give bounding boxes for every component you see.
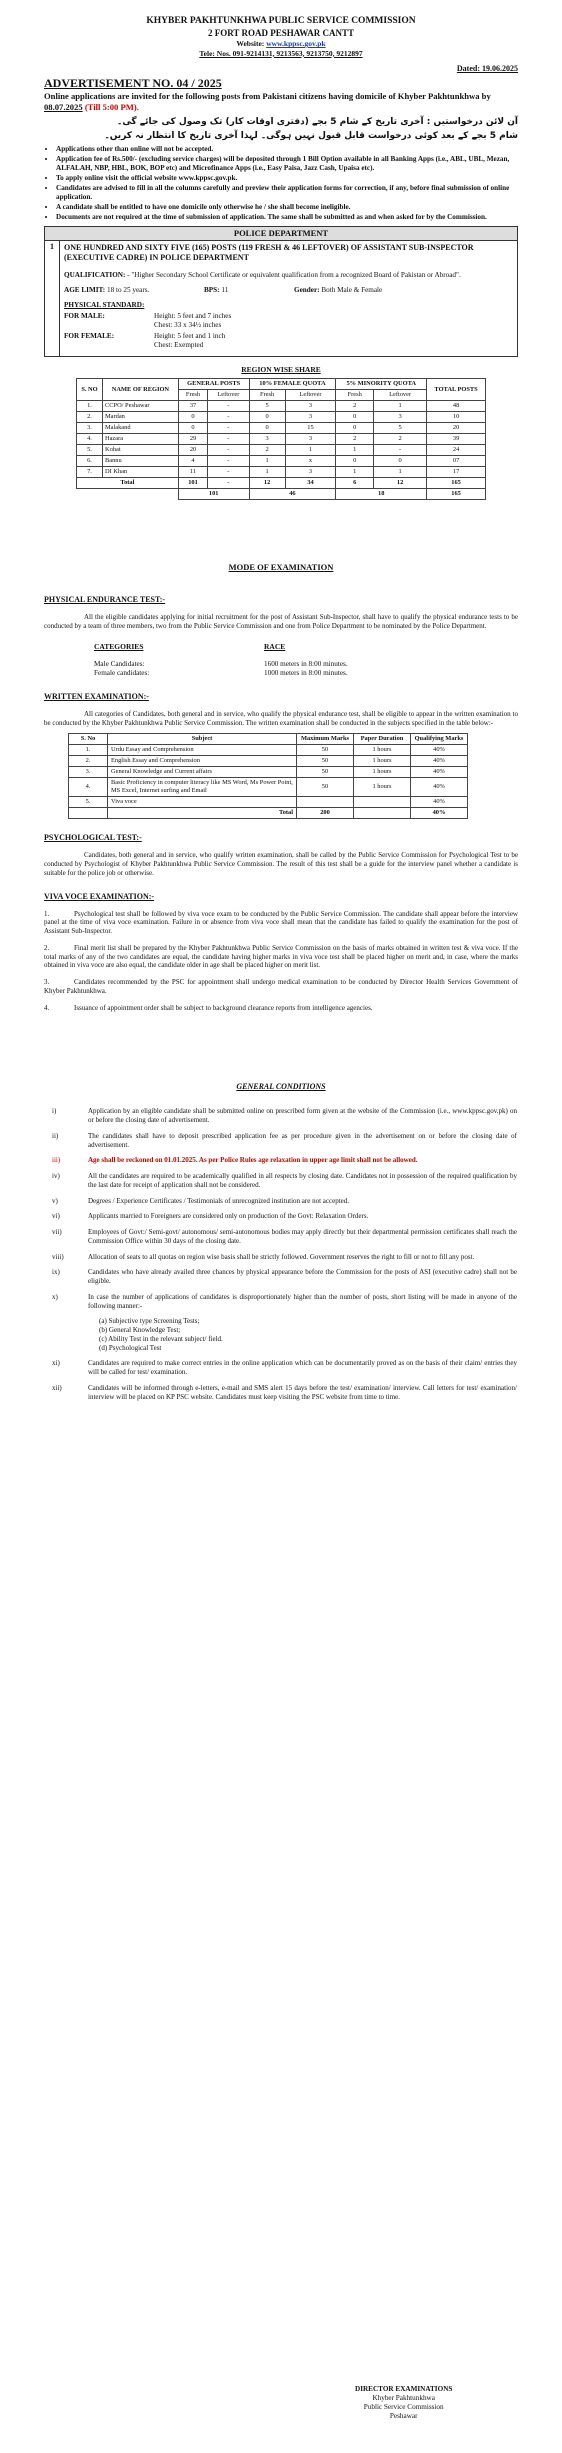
sub-header: Leftover: [285, 390, 336, 401]
condition-row: [44, 1211, 518, 1227]
table-cell: 0: [336, 423, 374, 434]
region-share-title: REGION WISE SHARE: [241, 364, 321, 374]
sub-item: (d) Psychological Test: [99, 1343, 162, 1352]
condition-number: x): [52, 1292, 58, 1301]
table-row: [77, 412, 486, 423]
department-header: POLICE DEPARTMENT: [45, 227, 518, 241]
col-header: S. NO: [77, 379, 103, 401]
viva-item-text: Candidates recommended by the PSC for appointment shall undergo medical examination to be conducted by Director Health Services Government of Khyber Pakhtunkhwa.: [44, 978, 518, 995]
table-cell: 0: [249, 423, 285, 434]
table-cell: 39: [427, 434, 486, 445]
table-cell: 4: [178, 456, 207, 467]
viva-item-number: 3.: [44, 978, 50, 987]
table-cell: 0: [336, 456, 374, 467]
table-cell: 1: [249, 467, 285, 478]
grand-cell: 18: [336, 489, 427, 500]
footer-line: Khyber Pakhtunkhwa: [372, 2394, 435, 2402]
table-cell: 1: [285, 445, 336, 456]
written-exam-title: WRITTEN EXAMINATION:-: [44, 691, 149, 701]
sub-header: Leftover: [374, 390, 427, 401]
table-cell: 3: [249, 434, 285, 445]
condition-text: Candidates who have already availed three chances by physical appearance before the Commission for the posts of ASI (executive cadre) shall not be eligible.: [88, 1268, 517, 1286]
condition-text: Application by an eligible candidate shall be submitted online on prescribed form given at the website of the Commission (i.e., www.kppsc.gov.pk) on or before the closing date of advertisement.: [88, 1107, 517, 1125]
table-cell: General Knowledge and Current affairs: [108, 767, 297, 778]
qualification: QUALIFICATION: - "Higher Secondary School Certificate or equivalent qualification from a recognized Board of Pakistan or Abroad".: [64, 270, 461, 279]
table-cell: 1: [374, 467, 427, 478]
table-cell: 2: [374, 434, 427, 445]
website-link[interactable]: www.kppsc.gov.pk: [266, 39, 326, 49]
condition-number: iv): [52, 1172, 60, 1181]
table-cell: 50: [297, 778, 354, 797]
col-header: Qualifying Marks: [411, 734, 468, 745]
org-address: 2 FORT ROAD PESHAWAR CANTT: [207, 27, 355, 38]
table-cell: 3: [374, 412, 427, 423]
intro-lead: Online applications are invited for the following posts from Pakistani citizens having domicile of Khyber Pakhtunkhwa by: [44, 90, 491, 101]
instruction-item: • A candidate shall be entitled to have one domicile only otherwise he / she shall become ineligible.: [56, 203, 518, 212]
table-cell: x: [285, 456, 336, 467]
viva-item: [44, 978, 518, 996]
table-cell: 40%: [411, 756, 468, 767]
table-cell: 1: [249, 456, 285, 467]
post-details: [60, 240, 518, 356]
col-header: Paper Duration: [354, 734, 411, 745]
written-exam-table: [68, 733, 468, 819]
table-row: [77, 401, 486, 412]
table-row: [69, 756, 468, 767]
condition-text: Candidates are required to make correct entries in the online application which can be documentarily proved as on the basis of their claim/ entries they will be called for test/ examination.: [88, 1359, 517, 1377]
table-row: [69, 745, 468, 756]
race-table: [94, 642, 518, 677]
race-header: RACE: [264, 642, 286, 652]
table-cell: 0: [178, 423, 207, 434]
table-cell: 2: [336, 401, 374, 412]
table-cell: -: [208, 456, 249, 467]
table-cell: 1 hours: [354, 756, 411, 767]
website-label: Website:: [236, 39, 265, 49]
sub-item: (a) Subjective type Screening Tests;: [99, 1317, 200, 1326]
table-cell: 1 hours: [354, 778, 411, 797]
table-cell: 1: [374, 401, 427, 412]
condition-number: iii): [52, 1156, 61, 1165]
condition-row: [44, 1267, 518, 1292]
table-cell: 50: [297, 767, 354, 778]
grand-cell: 46: [249, 489, 336, 500]
table-cell: 3: [285, 401, 336, 412]
table-cell: -: [374, 445, 427, 456]
table-cell: 10: [427, 412, 486, 423]
table-cell: 1 hours: [354, 767, 411, 778]
table-cell: 17: [427, 467, 486, 478]
instruction-item: • Applications other than online will not be accepted.: [56, 145, 518, 154]
condition-row: [44, 1383, 518, 1408]
sub-item: (b) General Knowledge Test;: [99, 1326, 181, 1335]
table-cell: 11: [178, 467, 207, 478]
condition-row: [44, 1227, 518, 1252]
condition-number: xi): [52, 1359, 60, 1368]
instruction-item: • Documents are not required at the time of submission of application. The same shall be submitted as and when asked for by the Commission.: [56, 213, 518, 222]
viva-title: VIVA VOCE EXAMINATION:-: [44, 891, 155, 901]
condition-row: [44, 1131, 518, 1156]
table-cell: 40%: [411, 797, 468, 808]
table-cell: English Essay and Comprehension: [108, 756, 297, 767]
condition-text: Age shall be reckoned on 01.01.2025. As per Police Rules age relaxation in upper age limit shall not be allowed.: [88, 1156, 418, 1165]
table-row: [69, 767, 468, 778]
condition-text: Employees of Govt:/ Semi-govt/ autonomous/ semi-autonomous bodies may apply directly but their departmental permission certificates shall reach the Commission Office within 30 days of the closing date.: [88, 1228, 517, 1245]
condition-row: [44, 1358, 518, 1383]
col-header: Maximum Marks: [297, 734, 354, 745]
urdu-note-1: آن لائن درخواستیں : آخری تاریخ کے شام 5 بجے (دفتری اوقات کار) تک وصول کی جائے گی۔: [117, 117, 518, 128]
table-cell: 07: [427, 456, 486, 467]
condition-text: Applicants married to Foreigners are considered only on production of the Govt: Relaxation Orders.: [88, 1212, 369, 1221]
post-title: ONE HUNDRED AND SIXTY FIVE (165) POSTS (119 FRESH & 46 LEFTOVER) OF ASSISTANT SUB-INSPECTOR (EXECUTIVE CADRE) IN POLICE DEPARTMENT: [64, 242, 474, 262]
condition-number: vii): [52, 1228, 62, 1237]
condition-number: v): [52, 1196, 58, 1205]
male-race: 1600 meters in 8:00 minutes.: [264, 659, 348, 668]
instruction-item: • Application fee of Rs.500/- (excluding service charges) will be deposited through 1 Bill Option available in all Banking Apps (i.e., ABL, UBL, Mezan, ALFALAH, NBP, HBL, BOK, BOP etc) and Microfinance Apps (i.e., Easy Paisa, Jazz Cash, Upaisa etc).: [56, 155, 518, 173]
viva-list: [44, 910, 518, 1013]
table-cell: 40%: [411, 778, 468, 797]
table-cell: 48: [427, 401, 486, 412]
sub-header: Fresh: [336, 390, 374, 401]
total-label: Total: [77, 478, 179, 489]
closing-time: (Till 5:00 PM).: [82, 101, 139, 112]
table-cell: -: [208, 401, 249, 412]
table-cell: 50: [297, 756, 354, 767]
table-cell: 1: [336, 445, 374, 456]
sub-header: Fresh: [178, 390, 207, 401]
total-cell: 165: [427, 478, 486, 489]
table-cell: 5.: [69, 797, 108, 808]
table-cell: Urdu Essay and Comprehension: [108, 745, 297, 756]
table-cell: 0: [249, 412, 285, 423]
female-race: 1000 meters in 8:00 minutes.: [264, 668, 348, 677]
condition-text: In case the number of applications of candidates is disproportionately higher than the number of posts, short listing will be made in anyone of the following manner:-: [88, 1292, 517, 1310]
grand-cell: 165: [427, 489, 486, 500]
viva-item-text: Psychological test shall be followed by viva voce exam to be conducted by the Public Service Commission. The candidate shall appear before the interview panel at the time of viva voce examination. Failure in or absence from viva voce shall mean that the candidate has failed to qualify the examination for the post of Assistant Sub-Inspector.: [44, 909, 518, 936]
total-cell: 6: [336, 478, 374, 489]
director-title: DIRECTOR EXAMINATIONS: [355, 2385, 453, 2393]
female-candidates: Female candidates:: [94, 668, 150, 677]
condition-number: xii): [52, 1383, 62, 1392]
table-cell: 24: [427, 445, 486, 456]
table-row: [77, 423, 486, 434]
table-cell: 3: [285, 412, 336, 423]
telephone-numbers: Tele: Nos. 091-9214131, 9213563, 9213750, 9212897: [199, 48, 363, 58]
condition-number: i): [52, 1107, 57, 1116]
total-label: Total: [108, 808, 297, 819]
condition-number: vi): [52, 1212, 60, 1221]
urdu-note-2: شام 5 بجے کے بعد کوئی درخواست قابل قبول نہیں ہوگی۔ لہذا آخری تاریخ کا انتظار نہ کریں۔: [104, 130, 518, 141]
female-standard: FOR FEMALE: Height: 5 feet and 1 inch Chest: Exempted: [64, 331, 226, 349]
signature-block: [355, 2385, 452, 2421]
table-row: [69, 778, 468, 797]
instruction-item: • Candidates are advised to fill in all the columns carefully and preview their application forms for correction, if any, before final submission of online application.: [56, 184, 518, 202]
table-row: [77, 434, 486, 445]
male-standard: FOR MALE: Height: 5 feet and 7 inches Chest: 33 x 34½ inches: [64, 311, 232, 329]
total-cell: 101: [178, 478, 207, 489]
condition-number: viii): [52, 1252, 64, 1261]
table-cell: -: [208, 467, 249, 478]
table-cell: DI Khan: [102, 467, 178, 478]
footer-line: Public Service Commission: [363, 2403, 444, 2411]
advertisement-title: ADVERTISEMENT NO. 04 / 2025: [44, 75, 222, 90]
table-cell: Mardan: [102, 412, 178, 423]
viva-item-number: 4.: [44, 1003, 50, 1012]
condition-row: [44, 1252, 518, 1268]
table-cell: 40%: [411, 745, 468, 756]
col-header: Subject: [108, 734, 297, 745]
table-cell: CCPO/ Peshawar: [102, 401, 178, 412]
total-cell: 34: [285, 478, 336, 489]
condition-number: ix): [52, 1268, 60, 1277]
table-cell: 20: [178, 445, 207, 456]
viva-item: [44, 1004, 518, 1013]
sub-header: Leftover: [208, 390, 249, 401]
total-cell: 12: [374, 478, 427, 489]
condition-text: Degrees / Experience Certificates / Testimonials of unrecognized institution are not accepted.: [88, 1196, 350, 1205]
table-cell: 29: [178, 434, 207, 445]
condition-text: Candidates will be informed through e-letters, e-mail and SMS alert 15 days before the test/ examination/ interview. Call letters for test/ examination/ interview will be placed on KP PSC website. Candidates must keep visiting the PSC website from time to time.: [88, 1383, 517, 1401]
website-line: [44, 39, 518, 48]
condition-number: ii): [52, 1131, 59, 1140]
footer-line: Peshawar: [389, 2412, 418, 2420]
table-cell: 5: [249, 401, 285, 412]
psychological-text: Candidates, both general and in service, who qualify written examination, shall be called by the Public Service Commission for Psychological Test to be conducted by Psychologist of Khyber Pakhtunkhwa Public Service Commission. The result of this test shall be a guide for the interview panel whether a candidate is suitable for the police job or otherwise.: [44, 851, 518, 877]
mode-title: MODE OF EXAMINATION: [228, 562, 334, 573]
post-number: 1: [45, 240, 60, 356]
dated: Dated: 19.06.2025: [456, 63, 518, 73]
total-marks: 200: [297, 808, 354, 819]
condition-text: All the candidates are required to be academically qualified in all respects by closing date. Candidates not in possession of the required qualification by the last date for receipt of application shall not be considered.: [88, 1172, 517, 1189]
table-cell: 3.: [69, 767, 108, 778]
table-row: [77, 467, 486, 478]
table-cell: 4.: [77, 434, 103, 445]
pet-text: All the eligible candidates applying for initial recruitment for the post of Assistant Sub-Inspector, shall have to qualify the physical endurance tests to be conducted by a team of three members, two from the Public Service Commission and one from Police Department to be nominated by the Police Department.: [44, 612, 518, 630]
instruction-list: [44, 145, 518, 222]
table-cell: 15: [285, 423, 336, 434]
table-cell: Bannu: [102, 456, 178, 467]
viva-item-number: 2.: [44, 943, 50, 952]
table-cell: -: [208, 445, 249, 456]
col-header: S. No: [69, 734, 108, 745]
grand-cell: 101: [178, 489, 249, 500]
table-cell: 40%: [411, 767, 468, 778]
col-header: GENERAL POSTS: [178, 379, 249, 390]
post-table: [44, 226, 518, 357]
condition-subitems: [44, 1316, 518, 1358]
table-cell: 2.: [69, 756, 108, 767]
condition-row: [44, 1155, 518, 1171]
table-cell: 1: [336, 467, 374, 478]
col-header: 10% FEMALE QUOTA: [249, 379, 336, 390]
table-cell: 37: [178, 401, 207, 412]
table-cell: 6.: [77, 456, 103, 467]
condition-row: [44, 1171, 518, 1196]
table-cell: Kohat: [102, 445, 178, 456]
table-row: [77, 456, 486, 467]
table-cell: -: [208, 423, 249, 434]
condition-text: The candidates shall have to deposit prescribed application fee as per procedure given in the advertisement on or before the closing date of advertisement.: [88, 1131, 517, 1149]
org-name: KHYBER PAKHTUNKHWA PUBLIC SERVICE COMMISSION: [146, 16, 416, 26]
sub-header: Fresh: [249, 390, 285, 401]
sub-item: (c) Ability Test in the relevant subject/ field.: [99, 1334, 223, 1343]
table-cell: -: [208, 412, 249, 423]
total-qualifying: 40%: [411, 808, 468, 819]
table-cell: 1.: [69, 745, 108, 756]
table-cell: 2: [336, 434, 374, 445]
table-cell: 7.: [77, 467, 103, 478]
table-cell: Hazara: [102, 434, 178, 445]
table-cell: [297, 797, 354, 808]
table-cell: 0: [374, 456, 427, 467]
col-header: TOTAL POSTS: [427, 379, 486, 401]
table-cell: 20: [427, 423, 486, 434]
region-share-table: [76, 378, 486, 500]
instruction-item: • To apply online visit the official website www.kppsc.gov.pk.: [56, 174, 518, 183]
table-cell: 50: [297, 745, 354, 756]
col-header: NAME OF REGION: [102, 379, 178, 401]
table-cell: 4.: [69, 778, 108, 797]
table-cell: 3: [285, 467, 336, 478]
table-cell: 1 hours: [354, 745, 411, 756]
intro-text: [44, 91, 518, 112]
categories-header: CATEGORIES: [94, 642, 144, 652]
table-cell: 2: [249, 445, 285, 456]
total-cell: 12: [249, 478, 285, 489]
general-conditions-title: GENERAL CONDITIONS: [236, 1082, 326, 1092]
table-cell: Malakand: [102, 423, 178, 434]
condition-text: Allocation of seats to all quotas on region wise basis shall be strictly followed. Government reserves the right to fill or not to fill any post.: [88, 1252, 475, 1261]
table-cell: 0: [336, 412, 374, 423]
psychological-title: PSYCHOLOGICAL TEST:-: [44, 833, 142, 843]
condition-row: [44, 1106, 518, 1131]
table-cell: 3.: [77, 423, 103, 434]
male-candidates: Male Candidates:: [94, 659, 145, 668]
table-cell: 0: [178, 412, 207, 423]
table-cell: Basic Proficiency in computer literacy like MS Word, Ms Power Point, MS Excel, Internet surfing and Email: [108, 778, 297, 797]
closing-date: 08.07.2025: [44, 101, 83, 112]
viva-item-text: Issuance of appointment order shall be subject to background clearance reports from intelligence agencies.: [74, 1003, 373, 1012]
table-row: [69, 797, 468, 808]
condition-row: [44, 1196, 518, 1212]
viva-item-text: Final merit list shall be prepared by the Khyber Pakhtunkhwa Public Service Commission on the basis of marks obtained in written test & viva voce. If the total marks of any of the two candidates are equal, the candidate having higher marks in viva voce test shall be placed higher on merit and, in case, where the marks obtained in viva voce are also equal, the candidate older in age shall be placed higher on merit list.: [44, 943, 518, 970]
col-header: 5% MINORITY QUOTA: [336, 379, 427, 390]
table-cell: 5.: [77, 445, 103, 456]
condition-row: [44, 1292, 518, 1317]
table-cell: 5: [374, 423, 427, 434]
table-cell: 1.: [77, 401, 103, 412]
table-cell: Viva voce: [108, 797, 297, 808]
table-cell: -: [208, 434, 249, 445]
age-bps-gender: AGE LIMIT: 18 to 25 years. BPS: 11 Gender: Both Male & Female: [64, 285, 383, 294]
table-cell: 2.: [77, 412, 103, 423]
pet-title: PHYSICAL ENDURANCE TEST:-: [44, 594, 166, 604]
viva-item: [44, 944, 518, 970]
viva-item: [44, 910, 518, 936]
general-conditions-table: [44, 1106, 518, 1407]
viva-item-number: 1.: [44, 909, 50, 918]
physical-standard-label: PHYSICAL STANDARD:: [64, 300, 145, 309]
table-cell: [354, 797, 411, 808]
total-cell: -: [208, 478, 249, 489]
table-row: [77, 445, 486, 456]
written-exam-text: All categories of Candidates, both general and in service, who qualify the physical endurance test, shall be eligible to appear in the written examination to be conducted by the Khyber Pakhtunkhwa Public Service Commission. The written examination shall be conducted in the subjects specified in the table below:-: [44, 709, 518, 727]
table-cell: 3: [285, 434, 336, 445]
